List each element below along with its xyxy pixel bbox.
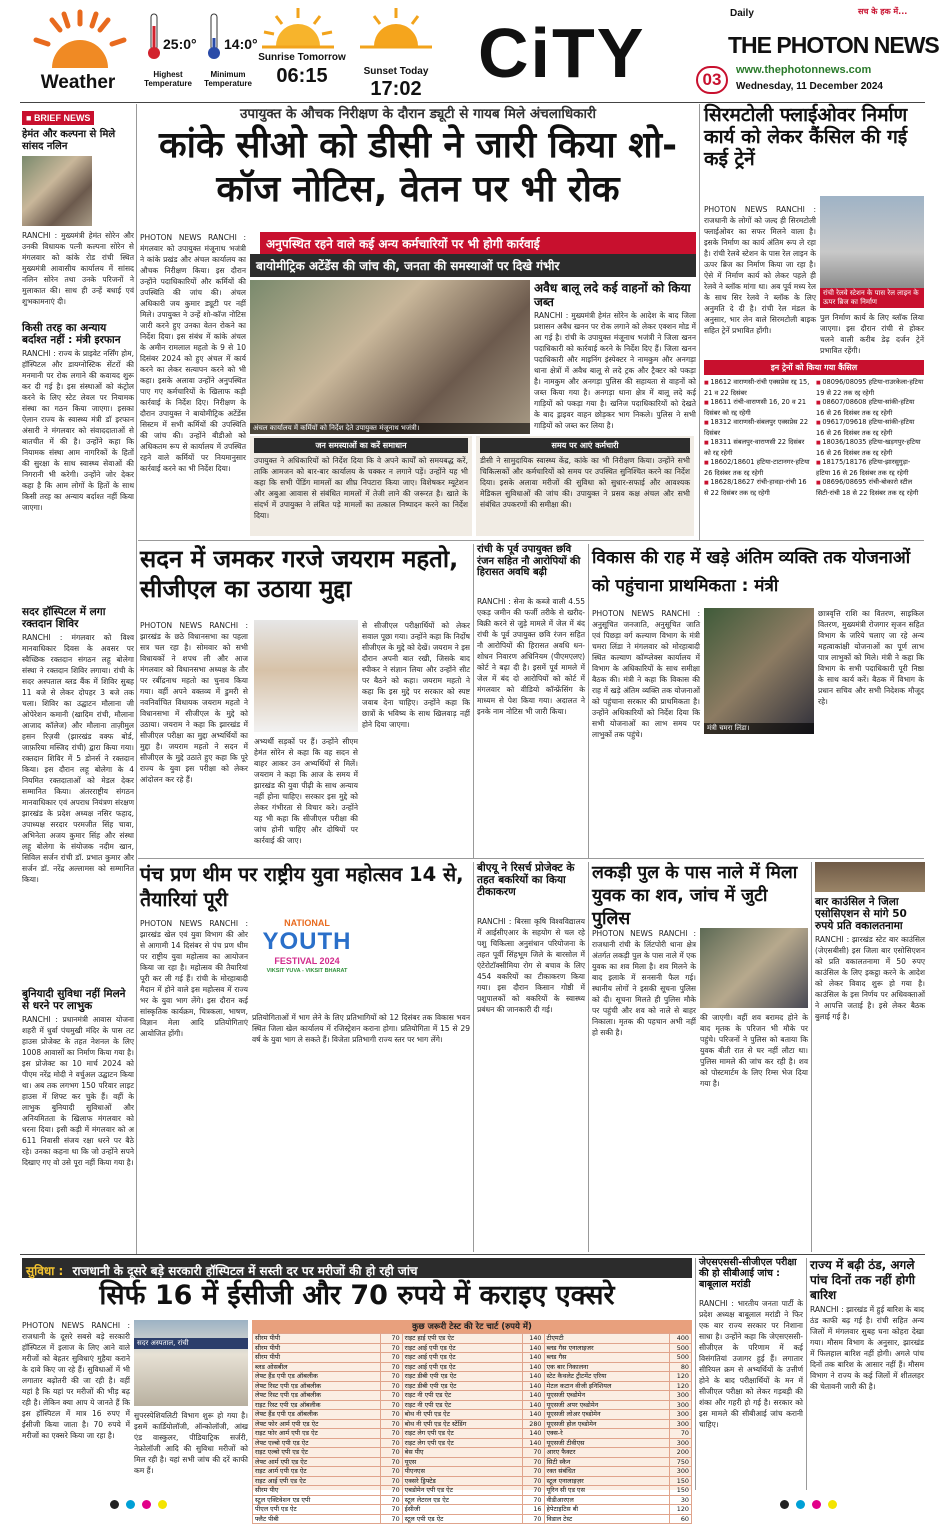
table-row — [253, 1400, 692, 1410]
divider — [699, 104, 700, 540]
rate-cell: 140 — [522, 1343, 544, 1353]
lead-box — [250, 436, 472, 536]
registration-mark — [158, 1500, 167, 1509]
test-name-cell: लेफ्ट हैंड एपी एड ऑबलीक — [253, 1372, 381, 1382]
rate-cell: 70 — [522, 1486, 544, 1496]
table-row — [253, 1362, 692, 1372]
rate-cell: 70 — [522, 1495, 544, 1505]
test-name-cell: यूरिन सी एड एस — [544, 1486, 670, 1496]
rate-cell: 120 — [670, 1372, 692, 1382]
rate-cell: 140 — [522, 1410, 544, 1420]
table-row — [253, 1514, 692, 1524]
sunset-time: 17:02 — [370, 78, 422, 100]
table-row — [253, 1495, 692, 1505]
logo-text: FESTIVAL 2024 — [274, 956, 340, 966]
rate-cell: 60 — [670, 1514, 692, 1524]
table-row — [253, 1353, 692, 1363]
thermometer-icon — [208, 14, 220, 60]
test-name-cell: बोथ नी एपी एड ऐट स्टेंडिंग — [402, 1419, 522, 1429]
test-name-cell: ईसीजी — [402, 1505, 522, 1515]
test-name-cell: लेफ्ट फोर आर्म एपी एड ऐट — [253, 1419, 381, 1429]
youth-story — [140, 862, 470, 1252]
vikas-headline: विकास की राह में खड़े अंतिम व्यक्ति तक योजनाओं को पहुंचाना प्राथमिकता : मंत्री — [592, 548, 911, 596]
lead-subhead: बायोमीट्रिक अटेंडेंस की जांच की, जनता की समस्याओं पर दिखे गंभीर — [250, 254, 696, 277]
jairam-body: PHOTON NEWS RANCHI : झारखंड के छठे विधानसभा का पहला सत्र चल रहा है। सोमवार को सभी विधायकों ने शपथ ली और आज मंगलवार को विधानसभा अध्यक्ष के तौर पर रबींद्रनाथ महतो का चुनाव किया गया। वहीं अपने वक्तव्य में डुमरी से नवनिर्वाचित विधायक जयराम महतो ने विधानसभा में सीजीएल के मुद्दे को उठाया। जयराम ने कहा कि झारखंड में सीजीएल परीक्षा का मुद्दा अभ्यर्थियों का मुद्दा है। जयराम महतो ने सदन में सीजीएल के मुद्दे उठाते हुए कहा कि पूरे राज्य के युवा इस परीक्षा को लेकर आंदोलन कर रहे हैं। — [140, 621, 248, 784]
lead-subhead: अनुपस्थित रहने वाले कई अन्य कर्मचारियों पर भी होगी कार्रवाई — [260, 232, 696, 255]
table-row — [253, 1457, 692, 1467]
rate-cell: 120 — [670, 1505, 692, 1515]
bau-headline: बीएयू ने रिसर्च प्रोजेक्ट के तहत बकरियों का किया टीकाकरण — [477, 862, 575, 899]
rate-cell: 500 — [670, 1353, 692, 1363]
rate-cell: 70 — [522, 1448, 544, 1458]
test-name-cell: सिटी स्कैन — [544, 1457, 670, 1467]
test-name-cell: पीएनएस — [402, 1467, 522, 1477]
jairam-headline: सदन में जमकर गरजे जयराम महतो, सीजीएल का उठाया मुद्दा — [140, 545, 459, 603]
tagline: सच के हक में... — [858, 7, 908, 16]
test-name-cell: स्टूल एक्टिवेशन एड एपी — [253, 1495, 381, 1505]
divider — [136, 104, 137, 1254]
jairam-photo — [254, 620, 358, 732]
rate-cell: 70 — [380, 1391, 402, 1401]
list-item: ■ 18175/18176 हटिया-झारसुगुड़ा-हटिया 16 से 26 दिसंबर तक रद्द रहेगी — [816, 458, 924, 478]
rate-cell: 70 — [380, 1486, 402, 1496]
bar-headline: बार काउंसिल ने जिला एसोसिएशन से मांगे 50 रुपये प्रति वकालतनामा — [815, 896, 907, 933]
test-name-cell: एक्स-रे — [544, 1429, 670, 1439]
rate-cell: 300 — [670, 1400, 692, 1410]
test-name-cell: राइट लेग एपी एड ऐट — [402, 1438, 522, 1448]
hospital-banner — [22, 1258, 692, 1278]
registration-mark — [110, 1500, 119, 1509]
test-name-cell: राइट रिस्ट एपी एड ऑबलीक — [253, 1400, 381, 1410]
test-name-cell: यूएसजी होल एब्डोमेन — [544, 1419, 670, 1429]
rate-cell: 70 — [380, 1495, 402, 1505]
brief-body: RANCHI : प्रधानमंत्री आवास योजना शहरी में धुर्वा पंचमुखी मंदिर के पास तट हाउस प्रोजेक्ट के तहत नेशनल के लिए 1008 आवासों का निर्माण किया गया है। इस प्रोजेक्ट का 10 मार्च 2024 को पीएम नरेंद्र मोदी ने वर्चुअल उद्घाटन किया था। अब तक लगभग 150 परिवार लाइट हाउस में शिफ्ट कर चुके हैं। वहीं के लाभुक बुनियादी सुविधाओं और अनियमितता के खिलाफ मंगलवार को धरना दिया। इसी कड़ी में मंगलवार को अ 611 निवासी संजय रक्षा धरने पर बैठे रहे। उनका कहना था कि जो उन्होंने सपने दिखाए गए वो उसे पूरा नहीं किया गया है। — [22, 1015, 134, 1168]
list-item: ■ 08096/08095 हटिया-राउरकेला-हटिया 19 से 22 तक रद्द रहेगी — [816, 378, 924, 398]
test-name-cell: यूएसजी अपर एब्डोमेन — [544, 1400, 670, 1410]
lead-box — [476, 436, 694, 536]
brief-body: RANCHI : मंगलवार को विश्व मानवाधिकार दिवस के अवसर पर स्वैच्छिक रक्तदान संगठन लहू बोलेगा संस्था ने रक्तदान शिविर लगाया। रांची के सदर अस्पताल ब्लड बैंक में शिविर सुबह 11 बजे से लेकर दोपहर 3 बजे तक चला। शिविर का उद्घाटन मौलाना जी ओपेरेशन कमानी (खादिम रांची, मौलाना आजाद कॉलेज) और मौलाना ताज़ीमुल हसन रिज़वी (झारखंड वक्फ बोर्ड, जाफ़रिया मस्जिद रांची) द्वारा किया गया। रक्तदान शिविर में 5 डोनर्स ने रक्तदान किया। इस दौरान लहू बोलेगा के 4 नियमित रक्तदाताओं को मेडल देकर सम्मानित किया। अंतरराष्ट्रीय संगठन मानवाधिकार एवं अपराध नियंत्रण संरक्षण झारखंड के प्रदेश अध्यक्ष नसिर फहाद, उपाध्यक्ष सरदार परमजीत सिंह चावा, अभिनेता अजय कुमार सिंह और संस्था लहू बोलेगा के संयोजक नदीम खान, सिविल सर्जन रांची डॉ. प्रभात कुमार और सर्जन डॉ. नरेंद्र अल्लामस को सम्मानित किया। — [22, 633, 134, 885]
lead-headline: कांके सीओ को डीसी ने जारी किया शो-कॉज नोटिस, वेतन पर भी रोक — [158, 125, 678, 210]
issue-date: Wednesday, 11 December 2024 — [736, 81, 883, 92]
sunset-icon — [360, 6, 432, 50]
chhavi-headline: रांची के पूर्व उपायुक्त छवि रंजन सहित नौ आरोपियों की हिरासत अवधि बढ़ी — [477, 544, 581, 578]
trains-body: पुल निर्माण कार्य के लिए ब्लॉक लिया जाएगा। इस दौरान रांची से होकर चलने वाली करीब डेढ़ दर्जन ट्रेनें प्रभावित रहेंगी। — [820, 313, 924, 355]
youth-headline: पंच प्रण थीम पर राष्ट्रीय युवा महोत्सव 14 से, तैयारियां पूरी — [140, 863, 464, 911]
jssc-headline: जेएसएससी-सीजीएल परीक्षा की हो सीबीआई जांच : बाबूलाल मरांडी — [699, 1257, 797, 1290]
divider — [473, 544, 474, 858]
table-row — [253, 1410, 692, 1420]
bar-story — [815, 862, 925, 1252]
brief-headline: बुनियादी सुविधा नहीं मिलने से धरने पर लाभुक — [22, 988, 126, 1013]
table-row — [253, 1505, 692, 1515]
rate-cell: 70 — [380, 1467, 402, 1477]
test-name-cell: ब्लड गैस एनालाइजर — [544, 1343, 670, 1353]
table-row — [253, 1343, 692, 1353]
rate-cell: 750 — [670, 1457, 692, 1467]
rate-cell: 300 — [670, 1419, 692, 1429]
test-name-cell: मेटल कटान वीजी इनिशियल — [544, 1381, 670, 1391]
body-found-body: की जाएगी। वहीं शव बरामद होने के बाद मृतक के परिजन भी मौके पर पहुंचे। परिजनों ने पुलिस को बताया कि युवक बीती रात से घर नहीं लौटा था। पुलिस मामले की जांच कर रही है। शव को पोस्टमार्टम के लिए रिम्स भेज दिया गया है। — [700, 1013, 808, 1088]
masthead — [0, 0, 945, 102]
list-item: ■ 18311 संबलपुर-वाराणसी 22 दिसंबर को रद्द रहेगी — [704, 438, 812, 458]
table-row — [253, 1334, 692, 1344]
table-row — [253, 1448, 692, 1458]
test-name-cell: ब्लड ओसबील — [253, 1362, 381, 1372]
sunrise-label: Sunrise Tomorrow — [258, 52, 346, 63]
test-name-cell: राइट आई एपी एड ऐट — [253, 1476, 381, 1486]
bar-photo — [815, 862, 925, 892]
daily-label: Daily — [730, 8, 754, 19]
rate-cell: 70 — [380, 1362, 402, 1372]
test-name-cell: लेफ्ट एल्बो एपी एड ऐट — [253, 1438, 381, 1448]
sunset-label: Sunset Today — [363, 66, 429, 77]
sunrise-icon — [262, 6, 334, 50]
test-name-cell: राइट डीबी एपी एड ऐट — [402, 1381, 522, 1391]
rate-cell: 70 — [380, 1457, 402, 1467]
box-body: डीसी ने सामुदायिक स्वास्थ्य केंद्र, कांके का भी निरीक्षण किया। उन्होंने सभी चिकित्सकों और कर्मचारियों को समय पर उपस्थित सुनिश्चित करने का निर्देश दिया। इसके अलावा मरीजों की सुविधा को सुधार-सफाई और आवश्यक मेडिकल सुविधाओं की जांच की। उपायुक्त ने प्रसव कक्ष अंचल और सभी संबंधित उपकरणों की समीक्षा की। — [480, 456, 690, 509]
table-row — [253, 1467, 692, 1477]
cancelled-trains-right — [816, 378, 924, 498]
vikas-story — [592, 544, 924, 856]
test-name-cell: आरए फैक्टर — [544, 1448, 670, 1458]
rate-cell: 70 — [380, 1438, 402, 1448]
rate-cell: 140 — [522, 1391, 544, 1401]
youth-body: PHOTON NEWS RANCHI : झारखंड खेल एवं युवा विभाग की ओर से आगामी 14 दिसंबर से पंच प्रण थीम पर राष्ट्रीय युवा महोत्सव का आयोजन किया जा रहा है। महोत्सव की तैयारियां पूरी कर ली गई हैं। रांची के मोरहाबादी मैदान में होने वाले इस महोत्सव में राज्य भर के युवा भाग लेंगे। इस दौरान कई सांस्कृतिक कार्यक्रम, चित्रकला, भाषण, विज्ञान मेला आदि प्रतियोगिताएं आयोजित होंगी। — [140, 919, 248, 1038]
section-title: CiTY — [478, 14, 646, 92]
cold-story — [810, 1258, 924, 1490]
list-item: ■ 18612 वाराणसी-रांची एक्सप्रेस रद्द 15, 21 व 22 दिसंबर — [704, 378, 812, 398]
registration-mark — [796, 1500, 805, 1509]
test-name-cell: राइट नी एपी एड ऐट — [402, 1391, 522, 1401]
table-row — [253, 1381, 692, 1391]
divider — [20, 102, 925, 103]
brief-body: RANCHI : मुख्यमंत्री हेमंत सोरेन और उनकी विधायक पत्नी कल्पना सोरेन से मंगलवार को कांके रोड रांची स्थित मुख्यमंत्री आवासीय कार्यालय में सांसद नलिन सोरेन तथा उनके परिजनों ने मुलाकात की। साथ ही उन्हें बधाई एवं शुभकामनाएं दी। — [22, 231, 134, 306]
brief-photo — [22, 156, 92, 226]
rate-cell: 70 — [380, 1505, 402, 1515]
rate-cell: 500 — [670, 1343, 692, 1353]
rate-cell: 70 — [380, 1429, 402, 1439]
list-item: ■ 18628/18627 रांची-हावड़ा-रांची 16 से 22 दिसंबर तक रद्द रहेगी — [704, 478, 812, 498]
photo-caption: सदर अस्पताल, रांची — [134, 1338, 248, 1349]
hospital-tag: सुविधा : — [26, 1264, 64, 1278]
hospital-kicker: राजधानी के दूसरे बड़े सरकारी हॉस्पिटल में सस्ती दर पर मरीजों की हो रही जांच — [72, 1264, 418, 1278]
test-name-cell: राइट आई एपी एड ऐट — [402, 1353, 522, 1363]
logo-text: VIKSIT YUVA - VIKSIT BHARAT — [266, 968, 348, 974]
test-name-cell: टीएमटी — [544, 1334, 670, 1344]
brief-news-tag: ■ BRIEF NEWS — [22, 111, 94, 125]
list-item: ■ 08607/08608 हटिया-सांकी-हटिया 16 से 26 दिसंबर तक रद्द रहेगी — [816, 398, 924, 418]
rate-cell: 140 — [522, 1429, 544, 1439]
vikas-body: PHOTON NEWS RANCHI : अनुसूचित जनजाति, अनुसूचित जाति एवं पिछड़ा वर्ग कल्याण विभाग के मंत्री चमरा लिंडा ने मंगलवार को मोरहाबादी स्थित कल्याण कॉम्प्लेक्स कार्यालय में विभाग के अधिकारियों के साथ समीक्षा बैठक की। मंत्री ने कहा कि विकास की राह में खड़े अंतिम व्यक्ति तक योजनाओं को पहुंचाना सरकार की प्राथमिकता है। उन्होंने अधिकारियों को निर्देश दिया कि सभी योजनाओं का लाभ समय पर लाभुकों तक पहुंचे। — [592, 609, 700, 739]
max-temp-label: Highest Temperature — [144, 70, 192, 88]
table-row — [253, 1438, 692, 1448]
rate-cell: 70 — [380, 1514, 402, 1524]
test-name-cell: फ्लैट पीबी — [253, 1514, 381, 1524]
box-body: उपायुक्त ने अधिकारियों को निर्देश दिया कि वे अपने कार्यों को समयबद्ध करें, ताकि आमजन को बार-बार कार्यालय के चक्कर न लगाने पड़ें। उन्होंने यह भी कहा कि सभी पेंडिंग मामलों का शीघ्र निपटारा किया जाए। विशेषकर म्यूटेशन और अबुआ आवास से संबंधित मामलों में तेजी लाने की जरूरत है। खाते के संदर्भ में उपायुक्त ने लंबित पड़े मामलों का तत्काल निष्पादन करने का निर्देश दिया। — [254, 456, 468, 520]
list-item: ■ 18312 वाराणसी-संबलपुर एक्सप्रेस 22 दिसंबर — [704, 418, 812, 438]
divider — [695, 1258, 696, 1490]
test-name-cell: वीडीआरएल — [544, 1495, 670, 1505]
rate-cell: 70 — [380, 1343, 402, 1353]
hospital-story — [22, 1258, 692, 1523]
cancelled-trains-left — [704, 378, 812, 498]
table-row — [253, 1476, 692, 1486]
page-number: 03 — [696, 66, 728, 94]
sunrise-time: 06:15 — [276, 65, 328, 87]
registration-mark — [780, 1500, 789, 1509]
test-name-cell: राइट नी एपी एड ऐट — [402, 1400, 522, 1410]
test-name-cell: रक्त संबंधित — [544, 1467, 670, 1477]
brief-headline: हेमंत और कल्पना से मिले सांसद नलिन — [22, 129, 116, 152]
divider — [20, 1254, 925, 1255]
divider — [588, 544, 589, 858]
bau-story — [477, 862, 585, 1252]
brief-headline: किसी तरह का अन्याय बर्दाश्त नहीं : मंत्री इरफान — [22, 322, 121, 347]
lead-body: PHOTON NEWS RANCHI : मंगलवार को उपायुक्त मंजूनाथ भजंत्री ने कांके प्रखंड और अंचल कार्यालय का औचक निरीक्षण किया। इस दौरान उन्होंने पदाधिकारियों और कर्मियों की उपस्थिति की जांच की। अंचल अधिकारी जय कुमार ड्यूटी पर नहीं मिले। उपायुक्त ने उन्हें शो-कॉज नोटिस जारी करने हुए उनका वेतन रोकने का निर्देश दिया। इस संबंध में कांके अंचल के अमीन रामलाल महतो के 9 से 10 दिसंबर 2024 को हुए अंचल में कार्य करने का लेकर सत्यापन करने को भी कहा। इसके अलावा उन्होंने अनुपस्थित पाए गए कर्मचारियों के खिलाफ कड़ी कार्रवाई के निर्देश दिए। निरीक्षण के दौरान उपायुक्त ने बायोमीट्रिक अटेंडेंस सिस्टम में सभी कर्मियों की उपस्थिति की जांच की। उन्होंने बीडीओ को अधिकतम रूप से कार्यालय में उपस्थित रहने वाले कर्मियों पर नियमानुसार कार्रवाई करने का भी निर्देश दिया। — [140, 233, 246, 473]
rate-cell: 70 — [380, 1334, 402, 1344]
list-item: ■ 18611 रांची-वाराणसी 16, 20 व 21 दिसंबर को रद्द रहेगी — [704, 398, 812, 418]
jairam-story — [140, 544, 470, 856]
website-link[interactable]: www.thephotonnews.com — [736, 64, 872, 76]
test-name-cell: राइट हाई एपी एड ऐट — [402, 1334, 522, 1344]
cold-body: RANCHI : झारखंड में हुई बारिश के बाद ठंड काफी बढ़ गई है। रांची सहित अन्य जिलों में मंगलवार सुबह घना कोहरा देखा गया। मौसम विभाग के अनुसार, झारखंड में फिलहाल बारिश नहीं होगी। अगले पांच दिनों तक बारिश के आसार नहीं हैं। मौसम विभाग ने राज्य के कई जिलों में शीतलहर की चेतावनी जारी की है। — [810, 1305, 924, 1391]
rate-cell: 70 — [380, 1410, 402, 1420]
divider — [473, 862, 474, 1252]
jairam-body: से सीजीएल परीक्षार्थियों को लेकर सवाल पूछा गया। उन्होंने कहा कि निर्दोष सीजीएल के मुद्दे को देखें। जयराम ने इस दौरान अपनी बात रखी, जिसके बाद स्पीकर ने संज्ञान लिया और उन्होंने सीट पर बैठने को कहा। जयराम महतो ने कहा कि इस मुद्दे पर सरकार को स्पष्ट जवाब देना चाहिए। उन्होंने कहा कि छात्रों के भविष्य के साथ खिलवाड़ नहीं होने दिया जाएगा। — [362, 621, 470, 729]
rate-cell: 16 — [522, 1505, 544, 1515]
trains-story — [704, 104, 924, 538]
lead-kicker: उपायुक्त के औचक निरीक्षण के दौरान ड्यूटी से गायब मिले अंचलाधिकारी — [239, 106, 597, 122]
youth-logo — [252, 918, 362, 1008]
registration-mark — [812, 1500, 821, 1509]
trains-headline: सिरमटोली फ्लाईओवर निर्माण कार्य को लेकर कैंसिल की गई कई ट्रेनें — [704, 104, 908, 170]
rate-cell: 80 — [670, 1362, 692, 1372]
min-temp: 14:0° — [224, 36, 258, 52]
brief-headline: सदर हॉस्पिटल में लगा रक्तदान शिविर — [22, 606, 106, 631]
test-name-cell: स्टेट कैथलेट ट्रीटमेंट एरिया — [544, 1372, 670, 1382]
hospital-photo — [134, 1320, 248, 1406]
test-name-cell: सीरम पीपी — [253, 1334, 381, 1344]
trains-body: PHOTON NEWS RANCHI : राजधानी के लोगों को जल्द ही सिरमटोली फ्लाईओवर का सफर मिलने वाला है। इसके निर्माण का कार्य अंतिम रूप ले रहा है। रांची रेलवे स्टेशन के पास रेल लाइन के ऊपर ब्रिज का निर्माण किया जा रहा है। ऐसे में निर्माण कार्य को लेकर पहले ही रेलवे ने ब्लॉक मांगा था। अब पूर्व मध्य रेल के साथ सिर रेलवे ने ब्लॉक के लिए अनुमति दे दी है। रांची रेल मंडल के अनुसार, भार लेन वाले सिरमटोली बाइक सहित ट्रेनें प्रभावित होंगी। — [704, 205, 816, 335]
rate-cell: 140 — [522, 1400, 544, 1410]
test-name-cell: सीरम पीए — [253, 1486, 381, 1496]
table-row — [253, 1419, 692, 1429]
vikas-body: छात्रवृत्ति राशि का वितरण, साइकिल वितरण, मुख्यमंत्री रोजगार सृजन सहित विभाग के जरिये चलाए जा रहे अन्य महत्वाकांक्षी योजनाओं का पूर्ण लाभ पात्र लाभुकों को मिले। मंत्री ने कहा कि विभाग के सभी पदाधिकारी पूरी निष्ठा के साथ कार्य करें। बैठक में विभाग के प्रधान सचिव और सभी निदेशक मौजूद रहे। — [818, 609, 924, 706]
sun-icon — [30, 10, 130, 70]
chhavi-body: RANCHI : सेना के कब्जे वाली 4.55 एकड़ जमीन की फर्जी तरीके से खरीद-बिक्री करने से जुड़े मामले में जेल में बंद रांची के पूर्व उपायुक्त छवि रंजन सहित नौ आरोपियों की हिरासत अवधि धन-शोधन निवारण अधिनियम (पीएमएलए) कोर्ट ने बढ़ा दी है। इसमें पूर्व मामले में जेल में बंद दो आरोपियों को कोर्ट में मंगलवार को वीडियो कॉन्फ्रेंसिंग के माध्यम से पेश किया गया। अदालत ने इनके नाम नोटिस भी जारी किया। — [477, 597, 585, 716]
rate-cell: 300 — [670, 1438, 692, 1448]
test-name-cell: स्टूल लेटरल एड ऐट — [402, 1495, 522, 1505]
test-name-cell: स्टूल एपी एड ऐट — [402, 1514, 522, 1524]
test-name-cell: ब्लड गैस — [544, 1353, 670, 1363]
test-name-cell: बोथ नी एपी एड ऐट — [402, 1410, 522, 1420]
rate-cell: 70 — [522, 1514, 544, 1524]
rate-cell: 70 — [380, 1353, 402, 1363]
test-name-cell: एबडोमेन एपी एड ऐट — [402, 1486, 522, 1496]
test-name-cell: राइट आई एपी एड ऐट — [402, 1362, 522, 1372]
rate-chart — [252, 1320, 692, 1523]
body-found-photo — [700, 928, 808, 1008]
test-name-cell: राइट फोर आर्म एपी एड ऐट — [253, 1429, 381, 1439]
rate-cell: 70 — [670, 1429, 692, 1439]
divider — [138, 858, 924, 859]
lead-story — [140, 104, 696, 538]
test-name-cell: यूएसजी टीवीएस — [544, 1438, 670, 1448]
rate-cell: 70 — [380, 1448, 402, 1458]
test-name-cell: यूएसजी एब्डोमेन — [544, 1391, 670, 1401]
rate-cell: 70 — [380, 1419, 402, 1429]
chhavi-story — [477, 544, 585, 856]
sand-headline: अवैध बालू लदे कई वाहनों को किया जब्त — [534, 281, 691, 309]
sand-body: RANCHI : मुख्यमंत्री हेमंत सोरेन के आदेश के बाद जिला प्रशासन अवैध खनन पर रोक लगाने को लेकर एक्शन मोड में आ गई है। रांची के उपायुक्त मंजूनाथ भजंत्री ने जिला खनन पदाधिकारी को कार्रवाई करने के निर्देश दिए हैं। जिला खनन पदाधिकारी और माइनिंग इंस्पेक्टर ने नामकुम और अनगड़ा थाना क्षेत्रों में अवैध बालू से लदे ट्रक और ट्रैक्टर को पकड़ा है। नामकुम और अनगड़ा पुलिस की सहायता से वाहनों को जब्त किया गया है। अनगड़ा थाना क्षेत्र में बालू लदे कई गाड़ियों को पकड़ा गया है। खनिज पदाधिकारियों को देखते के बाद ड्राइवर वाहन छोड़कर भाग निकले। पुलिस ने सभी गाड़ियों को जब्त कर लिया है। — [534, 310, 696, 430]
test-name-cell: राइट आई एपी एड ऐट — [402, 1343, 522, 1353]
test-name-cell: राइट लेग एपी एड ऐट — [402, 1429, 522, 1439]
weather-label: Weather — [40, 72, 116, 93]
cold-headline: राज्य में बढ़ी ठंड, अगले पांच दिनों तक नहीं होगी बारिश — [810, 1258, 916, 1302]
table-row — [253, 1429, 692, 1439]
brief-body: RANCHI : राज्य के प्राइवेट नर्सिंग होम, हॉस्पिटल और डायग्नोस्टिक सेंटरों की मनमानी पर रोक लगाने की कवायद शुरू कर दी गई है। इस संस्थाओं को कंट्रोल करने के लिए स्टेट लेवल पर नियामक संस्था का गठन किया जाएगा। इसका ऐलान राज्य के स्वास्थ्य मंत्री डॉ इरफान अंसारी ने मंगलवार को संवाददाताओं से बातचीत में की है। उन्होंने कहा कि नियामक संस्था आम नागरिकों के हितों की सुरक्षा के साथ स्वास्थ्य सेवाओं की निगरानी भी करेगी। उन्होंने जोर देकर कहा है कि आम लोगों के हितों के साथ किसी तरह का अन्याय बर्दाश्त नहीं किया जाएगा। — [22, 349, 134, 513]
vikas-photo — [704, 608, 814, 734]
test-name-cell: बेस पीए — [402, 1448, 522, 1458]
divider — [588, 862, 589, 1252]
rate-cell: 140 — [522, 1438, 544, 1448]
list-item: ■ 18602/18601 हटिया-टाटानगर-हटिया 26 दिसंबर तक रद्द रहेगी — [704, 458, 812, 478]
box-title: जन समस्याओं का करें समाधान — [254, 438, 468, 453]
list-item: ■ 08696/08695 रांची-बोकारो स्टील सिटी-रांची 18 से 22 दिसंबर तक रद्द रहेगी — [816, 478, 924, 498]
rate-cell: 300 — [670, 1467, 692, 1477]
divider — [806, 1258, 807, 1490]
test-name-cell: विडाल टेस्ट — [544, 1514, 670, 1524]
rate-cell: 140 — [522, 1334, 544, 1344]
min-temp-label: Minimum Temperature — [204, 70, 252, 88]
test-name-cell: सीरम पीपी — [253, 1353, 381, 1363]
rate-cell: 70 — [522, 1457, 544, 1467]
hospital-headline: सिर्फ 16 में ईसीजी और 70 रुपये में कराइए एक्सरे — [99, 1280, 615, 1311]
test-name-cell: लेफ्ट हैंड एपी एड ऑबलीक — [253, 1410, 381, 1420]
rate-cell: 300 — [670, 1410, 692, 1420]
rate-cell: 70 — [380, 1400, 402, 1410]
rate-cell: 70 — [522, 1476, 544, 1486]
paper-logo: THE PHOTON NEWS — [728, 32, 939, 58]
registration-mark — [142, 1500, 151, 1509]
test-name-cell: एक्सरे ड्रिफ्टेड — [402, 1476, 522, 1486]
test-name-cell: राइट आर्म एपी एड ऐट — [253, 1467, 381, 1477]
rate-cell: 200 — [670, 1448, 692, 1458]
test-name-cell: यूएस — [402, 1457, 522, 1467]
weather-block — [24, 10, 134, 100]
test-name-cell: स्टूल एनालाइज़र — [544, 1476, 670, 1486]
sand-story — [534, 282, 696, 436]
photo-caption: रांची रेलवे स्टेशन के पास रेल लाइन के ऊपर ब्रिज का निर्माण — [820, 288, 924, 308]
rate-cell: 70 — [522, 1467, 544, 1477]
jssc-story — [699, 1258, 803, 1490]
rate-cell: 400 — [670, 1334, 692, 1344]
hospital-body: PHOTON NEWS RANCHI : राजधानी के दूसरे सबसे बड़े सरकारी हॉस्पिटल में इलाज के लिए आने वाले मरीजों को बेहतर सुविधाएं मुहैया कराने के दावे किए जा रहे हैं। सुविधाओं में भी लगातार बढ़ोतरी की जा रही है। वहीं यहां है कि यहां पर मरीजों की भीड़ बढ़ रही है। लेकिन क्या आप ये जानते हैं कि इस हॉस्पिटल में मात्र 16 रुपए में ईसीजी किया जाता है। 70 रुपये में मरीजों का एक्सरे किया जा रहा है। — [22, 1321, 130, 1440]
rate-cell: 140 — [522, 1362, 544, 1372]
photo-caption: अंचल कार्यालय में कर्मियों को निर्देश देते उपायुक्त मंजूनाथ भजंत्री। — [250, 423, 530, 434]
rate-table — [252, 1333, 692, 1524]
logo-text: NATIONAL — [284, 918, 330, 928]
table-row — [253, 1486, 692, 1496]
list-item: ■ 18036/18035 हटिया-खड़गपुर-हटिया 16 से 26 दिसंबर तक रद्द रहेगी — [816, 438, 924, 458]
test-name-cell: एक बार निकालना — [544, 1362, 670, 1372]
jairam-body: अभ्यर्थी सड़कों पर हैं। उन्होंने सीएम हेमंत सोरेन से कहा कि वह सदन से बाहर आकर उन अभ्यर्थियों से मिलें। जयराम ने कहा कि आज के समय में झारखंड की युवा पीढ़ी के साथ अन्याय नहीं होना चाहिए। सरकार इस मुद्दे को लेकर गंभीरता से विचार करे। उन्होंने यह भी कहा कि सीजीएल परीक्षा की जांच होनी चाहिए और दोषियों पर कार्रवाई की जाए। — [254, 737, 358, 845]
test-name-cell: लेफ्ट आर्म एपी एड ऐट — [253, 1457, 381, 1467]
box-title: समय पर आएं कर्मचारी — [480, 438, 690, 453]
test-name-cell: हेपेटाइटिस बी — [544, 1505, 670, 1515]
table-row — [253, 1372, 692, 1382]
registration-mark — [126, 1500, 135, 1509]
rate-cell: 140 — [522, 1381, 544, 1391]
brief-news-column — [22, 106, 134, 1254]
rate-cell: 300 — [670, 1391, 692, 1401]
test-name-cell: राइट डीबी एपी एड ऐट — [402, 1372, 522, 1382]
body-found-body: PHOTON NEWS RANCHI : राजधानी रांची के लिंटपोरी थाना क्षेत्र अंतर्गत लकड़ी पुल के पास नाले में एक युवक का शव मिला है। शव मिलने के बाद इलाके में सनसनी फैल गई। स्थानीय लोगों ने इसकी सूचना पुलिस को दी। सूचना मिलते ही पुलिस मौके पर पहुंची और शव को नाले से बाहर निकाला। मृतक की पहचान अभी नहीं हो सकी है। — [592, 929, 696, 1037]
test-name-cell: राइट एल्बो एपी एड ऐट — [253, 1448, 381, 1458]
hospital-body: सुपरस्पेशियलिटी विभाग शुरू हो गया है। इसमें कार्डियोलॉजी, ऑन्कोलॉजी, आंख एंड वास्कुलर, पीडियाट्रिक सर्जरी, नेफ्रोलॉजी आदि की सुविधा मरीजों को मिल रही है। यहां सभी जांच की दरें काफी कम हैं। — [134, 1411, 248, 1475]
divider — [138, 540, 924, 541]
rate-chart-title: कुछ जरूरी टेस्ट की रेट चार्ट (रुपये में) — [252, 1320, 692, 1333]
test-name-cell: यूएसजी लोअर एब्डोमेन — [544, 1410, 670, 1420]
registration-mark — [828, 1500, 837, 1509]
table-row — [253, 1391, 692, 1401]
logo-text: YOUTH — [262, 928, 352, 955]
rate-cell: 70 — [380, 1372, 402, 1382]
body-found-headline: लकड़ी पुल के पास नाले में मिला युवक का शव, जांच में जुटी पुलिस — [592, 863, 798, 929]
lead-photo — [250, 280, 530, 434]
youth-body: प्रतियोगिताओं में भाग लेने के लिए प्रतिभागियों को 12 दिसंबर तक विकास भवन स्थित जिला खेल कार्यालय में रजिस्ट्रेशन कराना होगा। प्रतियोगिता में 15 से 29 वर्ष के युवा भाग ले सकते हैं। विजेता प्रतिभागी राज्य स्तर पर भाग लेंगे। — [252, 1013, 470, 1044]
test-name-cell: लेफ्ट रिस्ट एपी एड ऑबलीक — [253, 1391, 381, 1401]
rate-cell: 150 — [670, 1476, 692, 1486]
rate-cell: 140 — [522, 1353, 544, 1363]
divider — [811, 862, 812, 1252]
rate-cell: 30 — [670, 1495, 692, 1505]
max-temp: 25:0° — [163, 36, 197, 52]
rate-cell: 140 — [522, 1372, 544, 1382]
trains-photo — [820, 196, 924, 308]
jssc-body: RANCHI : भारतीय जनता पार्टी के प्रदेश अध्यक्ष बाबूलाल मरांडी ने फिर एक बार राज्य सरकार पर निशाना साधा है। उन्होंने कहा कि जेएसएससी-सीजीएल के परिणाम में कई विसंगतियां उजागर हुई हैं। लगातार सीरियल क्रम से अभ्यर्थियों के उत्तीर्ण होने के बाद परीक्षार्थियों के मन में सीजीएल परीक्षा को लेकर गड़बड़ी की शंका और गहरी हो गई है। सरकार को इस मामले की सीबीआई जांच करानी चाहिए। — [699, 1299, 803, 1429]
test-name-cell: सीरम पीपी — [253, 1343, 381, 1353]
rate-cell: 120 — [670, 1381, 692, 1391]
rate-cell: 70 — [380, 1381, 402, 1391]
trains-list-title: इन ट्रेनों को किया गया कैंसिल — [704, 360, 924, 375]
test-name-cell: लेफ्ट रिस्ट एपी एड ऑबलीक — [253, 1381, 381, 1391]
thermometer-icon — [148, 14, 160, 60]
list-item: ■ 09617/09618 हटिया-सांकी-हटिया 16 से 26 दिसंबर तक रद्द रहेगी — [816, 418, 924, 438]
bau-body: RANCHI : बिरसा कृषि विश्वविद्यालय में आईसीएआर के सहयोग से चल रहे पशु चिकित्सा अनुसंधान परियोजना के तहत पूर्वी सिंहभूम जिले के बारसोल में एंटेरोटॉक्सीमिया रोग से बचाव के लिए 454 बकरियों का टीकाकरण किया गया। इस दौरान किसान गोष्ठी में पशुपालकों को बकरियों के स्वास्थ्य प्रबंधन की जानकारी दी गई। — [477, 917, 585, 1014]
body-found-story — [592, 862, 808, 1252]
rate-cell: 150 — [670, 1486, 692, 1496]
rate-cell: 280 — [522, 1419, 544, 1429]
rate-cell: 70 — [380, 1476, 402, 1486]
test-name-cell: पीएल एपी एड ऐट — [253, 1505, 381, 1515]
photo-caption: मंत्री चमरा लिंडा। — [704, 723, 814, 734]
bar-body: RANCHI : झारखंड स्टेट बार काउंसिल (जेएसबीसी) इस जिला बार एसोसिएशन को प्रति वकालतनामा में 50 रुपए काउंसिल के लिए इकट्ठा करने के आदेश को लेकर विवाद शुरू हो गया है। काउंसिल के इस निर्णय पर अधिवक्ताओं ने आपत्ति जताई है। इसे लेकर बैठक बुलाई गई है। — [815, 935, 925, 1022]
